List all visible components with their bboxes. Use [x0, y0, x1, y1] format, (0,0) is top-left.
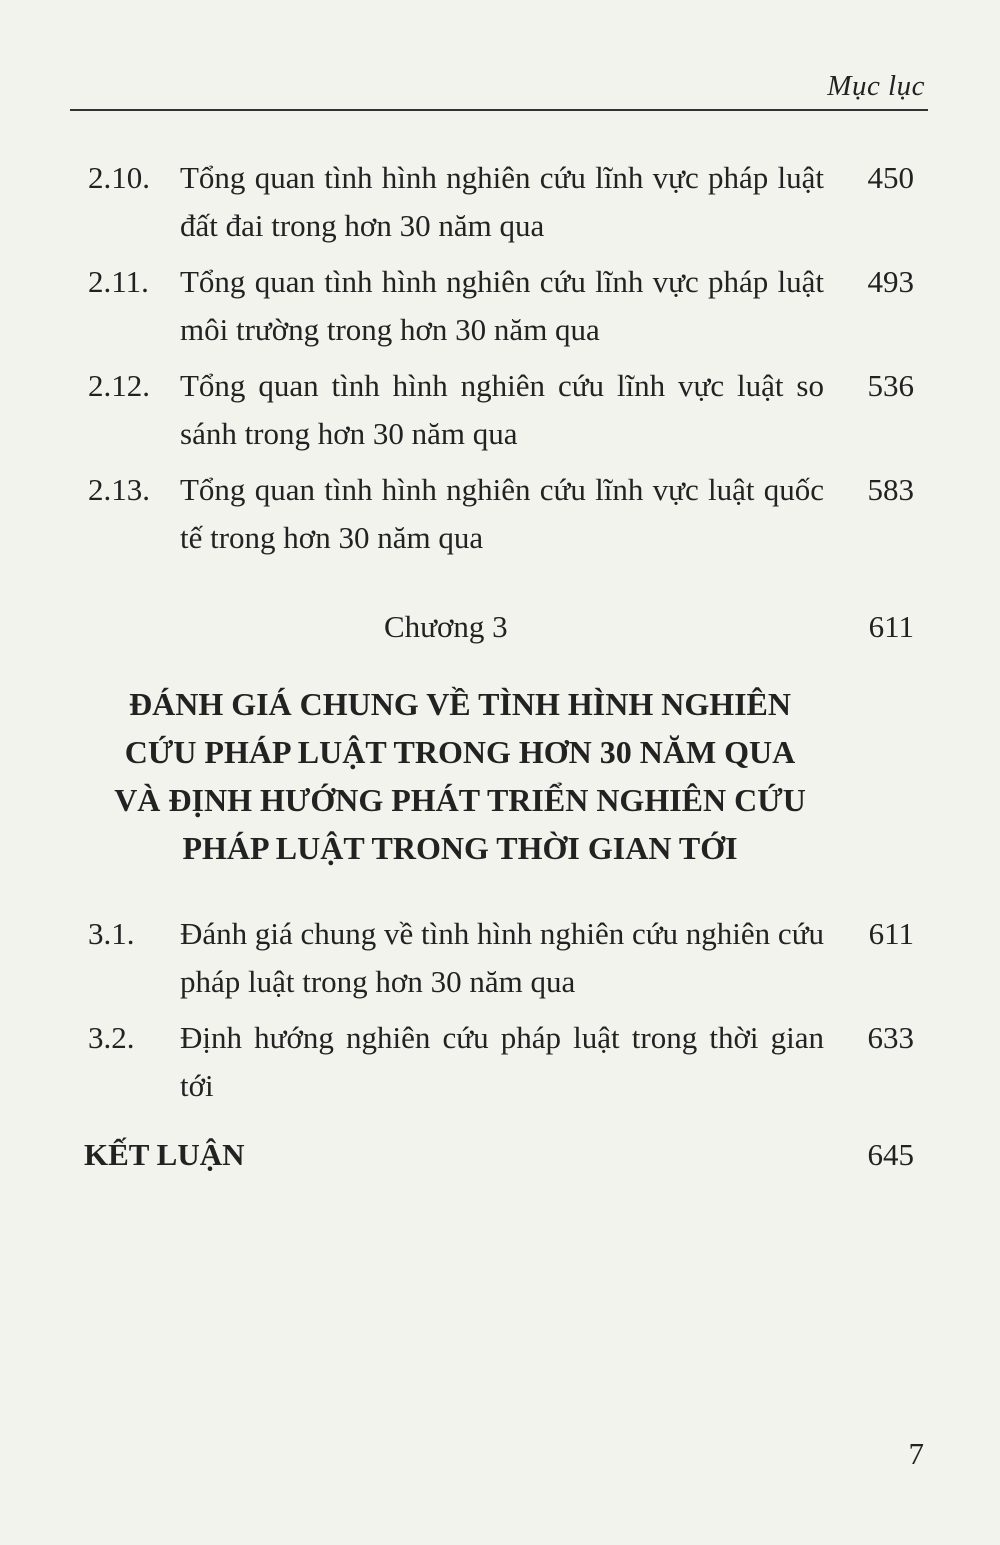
- chapter-title-line: VÀ ĐỊNH HƯỚNG PHÁT TRIỂN NGHIÊN CỨU: [114, 782, 806, 818]
- toc-entry-page: 536: [867, 368, 914, 403]
- toc-entry-page: 633: [867, 1020, 914, 1055]
- toc-entry-number: 2.10.: [88, 160, 150, 195]
- chapter-title-line: CỨU PHÁP LUẬT TRONG HƠN 30 NĂM QUA: [124, 734, 796, 770]
- header-rule: [70, 109, 928, 111]
- toc-entry-number: 2.12.: [88, 368, 150, 403]
- toc-entry-title: Tổng quan tình hình nghiên cứu lĩnh vực luật so sánh trong hơn 30 năm qua: [180, 368, 824, 451]
- conclusion-page: 645: [867, 1137, 914, 1172]
- toc-entry-page: 611: [868, 916, 914, 951]
- toc-entry-title: Tổng quan tình hình nghiên cứu lĩnh vực pháp luật đất đai trong hơn 30 năm qua: [180, 160, 824, 243]
- toc-entry-page: 493: [867, 264, 914, 299]
- toc-entry-number: 3.1.: [88, 916, 135, 951]
- running-head: Mục lục: [827, 70, 925, 102]
- toc-entry-page: 583: [867, 472, 914, 507]
- chapter-title-line: ĐÁNH GIÁ CHUNG VỀ TÌNH HÌNH NGHIÊN: [128, 686, 791, 722]
- chapter-label: Chương 3: [384, 609, 508, 644]
- chapter-title-line: PHÁP LUẬT TRONG THỜI GIAN TỚI: [182, 830, 738, 866]
- toc-entry-number: 2.13.: [88, 472, 150, 507]
- chapter-page: 611: [868, 609, 914, 644]
- toc-entry-page: 450: [867, 160, 914, 195]
- toc-entry-title: Định hướng nghiên cứu pháp luật trong thời gian tới: [180, 1020, 824, 1103]
- toc-entry-number: 2.11.: [88, 264, 149, 299]
- conclusion-label: KẾT LUẬN: [84, 1137, 245, 1172]
- page-number: 7: [908, 1436, 924, 1471]
- toc-entry-title: Tổng quan tình hình nghiên cứu lĩnh vực luật quốc tế trong hơn 30 năm qua: [180, 472, 824, 555]
- chapter-title: [70, 680, 850, 872]
- toc-entry-title: Đánh giá chung về tình hình nghiên cứu nghiên cứu pháp luật trong hơn 30 năm qua: [180, 916, 824, 999]
- toc-entry-number: 3.2.: [88, 1020, 135, 1055]
- toc-entry-title: Tổng quan tình hình nghiên cứu lĩnh vực pháp luật môi trường trong hơn 30 năm qua: [180, 264, 824, 347]
